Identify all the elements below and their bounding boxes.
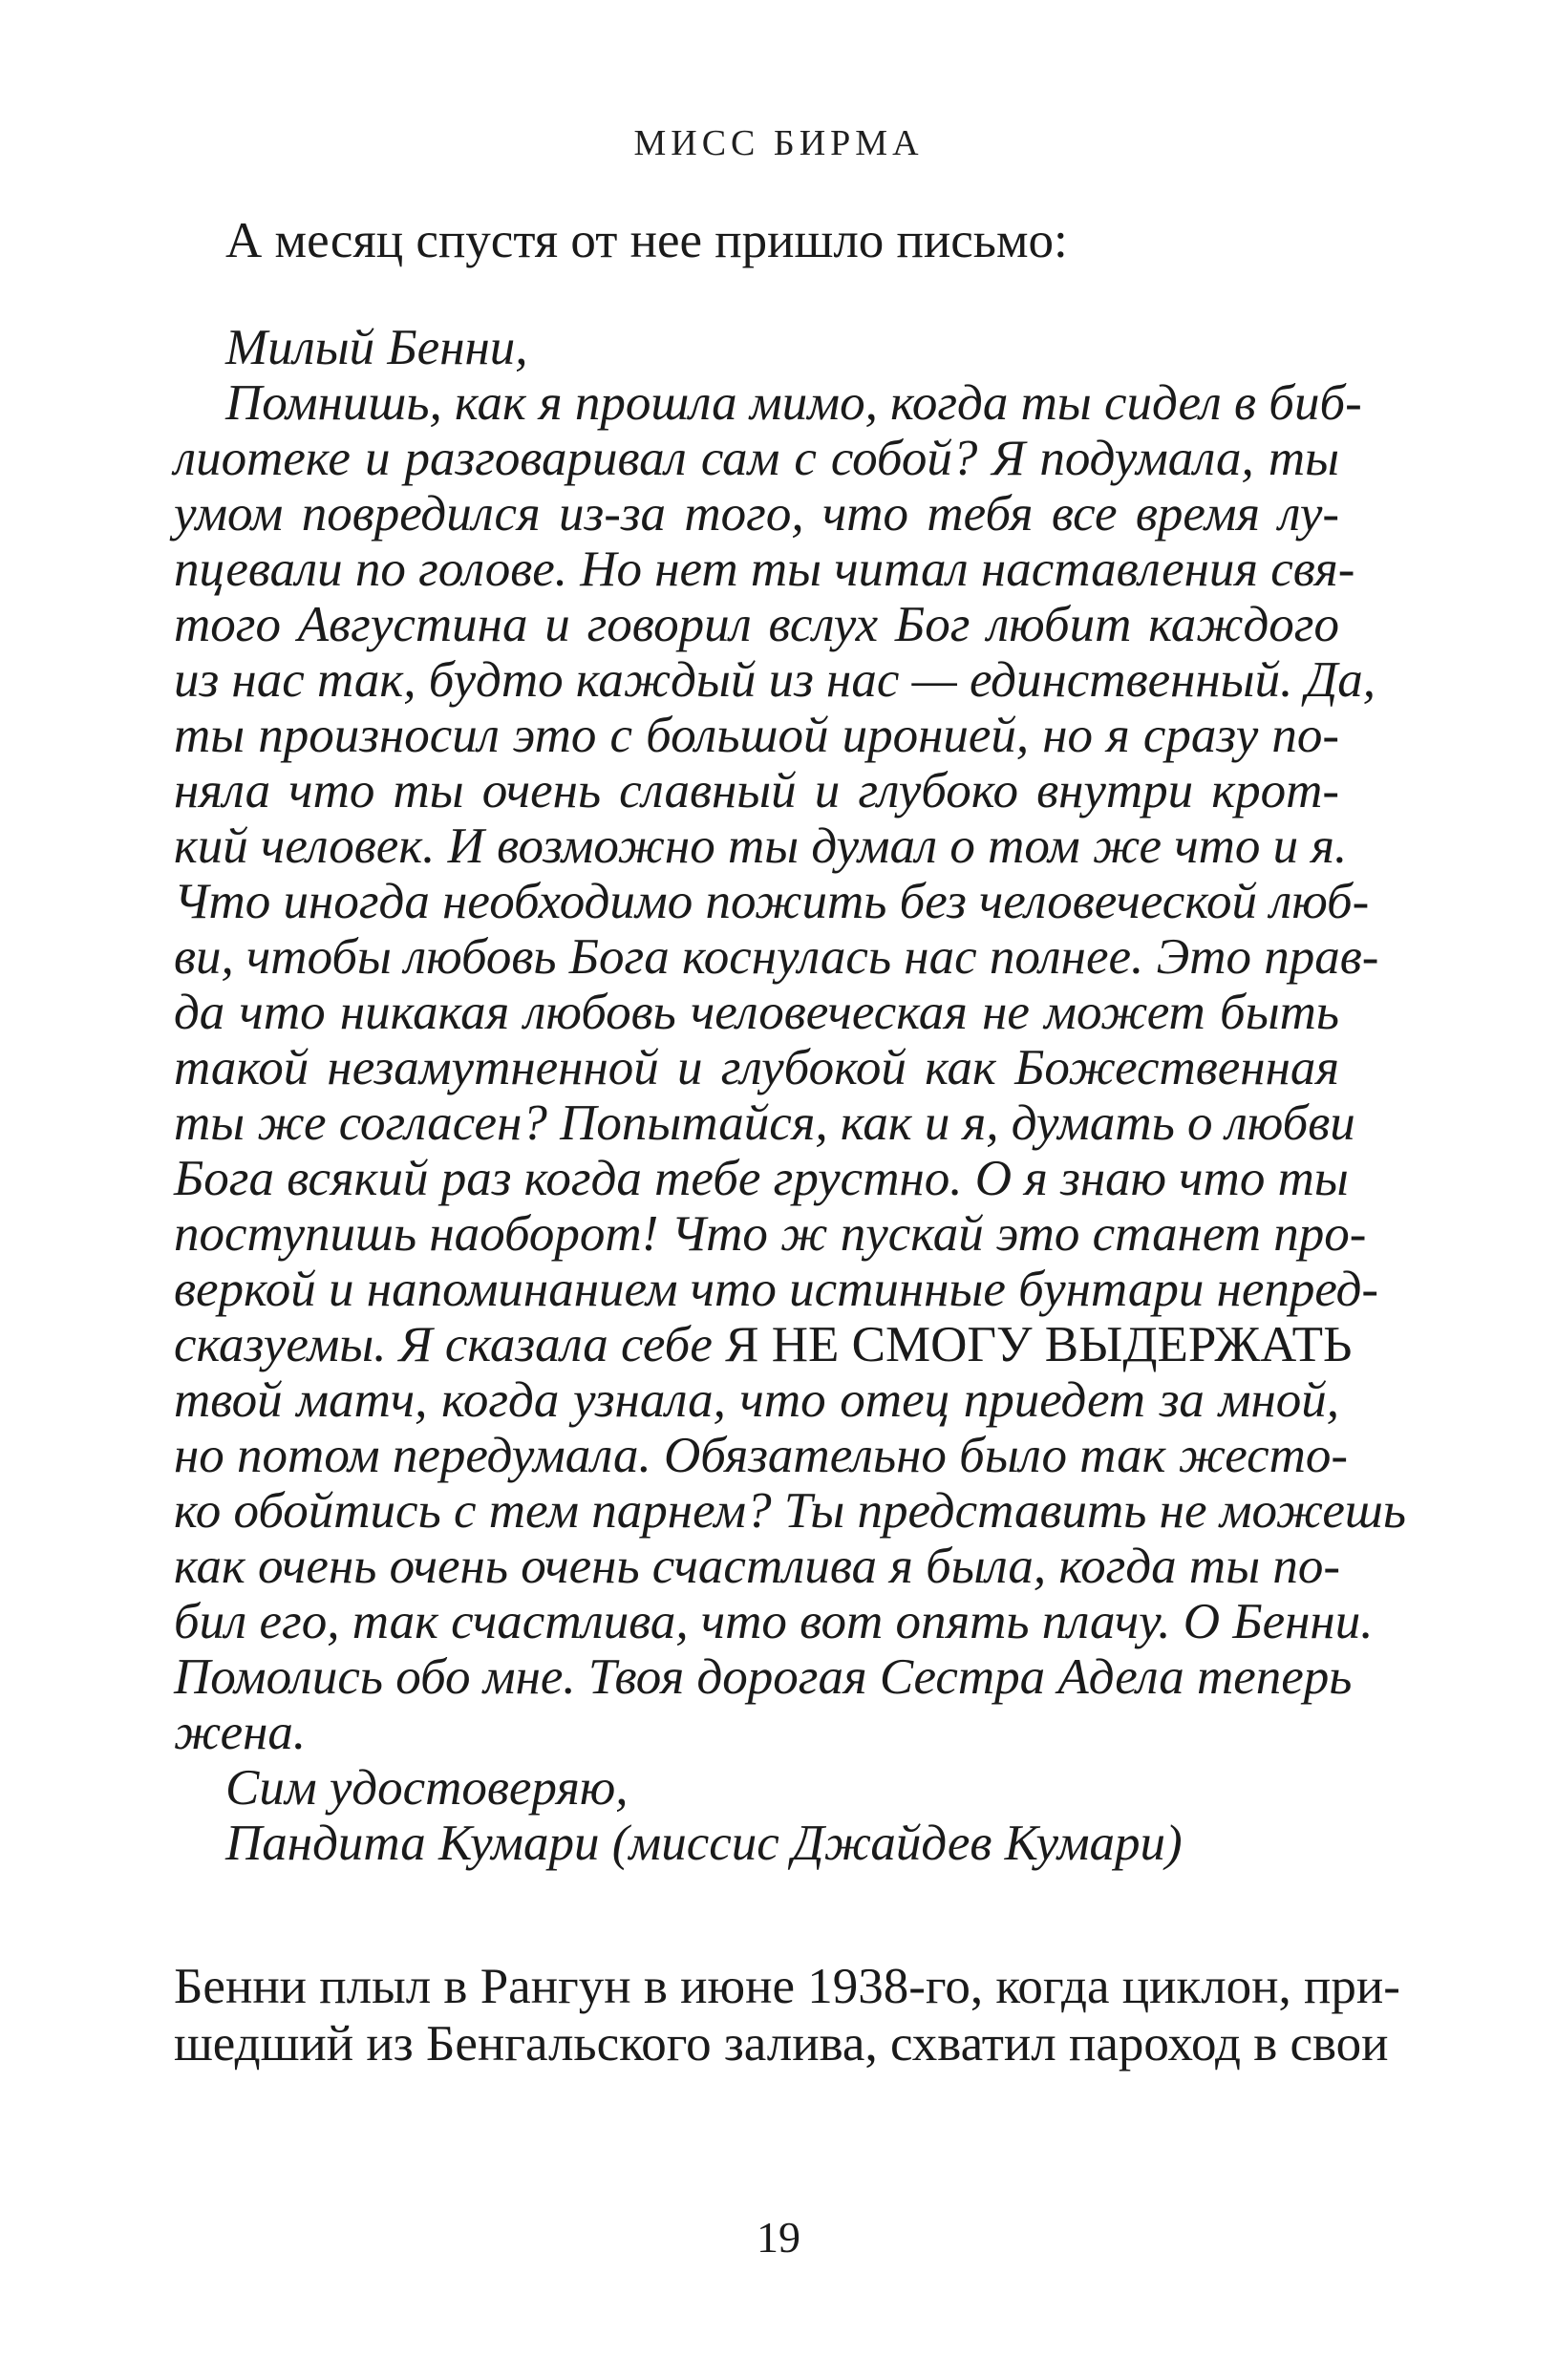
- caps-phrase: Я НЕ СМОГУ ВЫДЕРЖАТЬ: [725, 1317, 1353, 1372]
- letter-line-with-caps: [174, 1317, 1353, 1372]
- letter-line: как очень очень очень счастлива я была, когда ты по-: [174, 1539, 1340, 1594]
- letter-line: кий человек. И возможно ты думал о том же что и я.: [174, 818, 1348, 874]
- letter-line: ты произносил это с большой иронией, но я сразу по-: [174, 708, 1339, 763]
- letter-line: ко обойтись с тем парнем? Ты представить не можешь: [174, 1483, 1406, 1539]
- running-head: МИСС БИРМА: [633, 123, 924, 163]
- letter-line: няла что ты очень славный и глубоко внутри крот-: [174, 763, 1339, 818]
- letter-line: лиотеке и разговаривал сам с собой? Я подумала, ты: [174, 431, 1339, 486]
- letter-signature: Пандита Кумари (миссис Джайдев Кумари): [225, 1816, 1183, 1871]
- letter-line: бил его, так счастлива, что вот опять плачу. О Бенни.: [174, 1594, 1374, 1649]
- letter-line: поступишь наоборот! Что ж пускай это станет про-: [174, 1206, 1367, 1262]
- letter-line: ты же согласен? Попытайся, как и я, думать о любви: [174, 1095, 1355, 1151]
- letter-line: Что иногда необходимо пожить без человеческой люб-: [174, 874, 1370, 929]
- letter-salutation: Милый Бенни,: [225, 320, 528, 375]
- letter-line: но потом передумала. Обязательно было так жесто-: [174, 1428, 1349, 1483]
- letter-line: веркой и напоминанием что истинные бунтари непред-: [174, 1262, 1379, 1317]
- closing-line: шедший из Бенгальского залива, схватил пароход в свои: [174, 2016, 1389, 2072]
- letter-line: Помнишь, как я прошла мимо, когда ты сидел в биб-: [225, 375, 1362, 431]
- letter-line: такой незамутненной и глубокой как Божественная: [174, 1040, 1339, 1095]
- letter-line-text: сказуемы. Я сказала себе: [174, 1317, 726, 1372]
- letter-line: твой матч, когда узнала, что отец приедет за мной,: [174, 1372, 1339, 1428]
- letter-line: да что никакая любовь человеческая не может быть: [174, 985, 1339, 1040]
- page-number: 19: [757, 2213, 800, 2262]
- letter-line: из нас так, будто каждый из нас — единственный. Да,: [174, 652, 1376, 708]
- letter-line: ви, чтобы любовь Бога коснулась нас полнее. Это прав-: [174, 929, 1379, 985]
- intro-paragraph: А месяц спустя от нее пришло письмо:: [225, 213, 1068, 268]
- letter-line: Бога всякий раз когда тебе грустно. О я знаю что ты: [174, 1151, 1349, 1206]
- letter-line: Помолись обо мне. Твоя дорогая Сестра Адела теперь: [174, 1649, 1353, 1705]
- closing-paragraph: [174, 1958, 1400, 2072]
- letter-block: [174, 320, 1406, 1871]
- letter-line: того Августина и говорил вслух Бог любит каждого: [174, 597, 1339, 652]
- letter-line: умом повредился из-за того, что тебя все время лу-: [174, 486, 1339, 542]
- letter-line: жена.: [174, 1705, 307, 1760]
- letter-line: пцевали по голове. Но нет ты читал наставления свя-: [174, 542, 1355, 597]
- closing-line: Бенни плыл в Рангун в июне 1938-го, когда циклон, при-: [174, 1959, 1400, 2014]
- letter-sign-off: Сим удостоверяю,: [225, 1760, 629, 1816]
